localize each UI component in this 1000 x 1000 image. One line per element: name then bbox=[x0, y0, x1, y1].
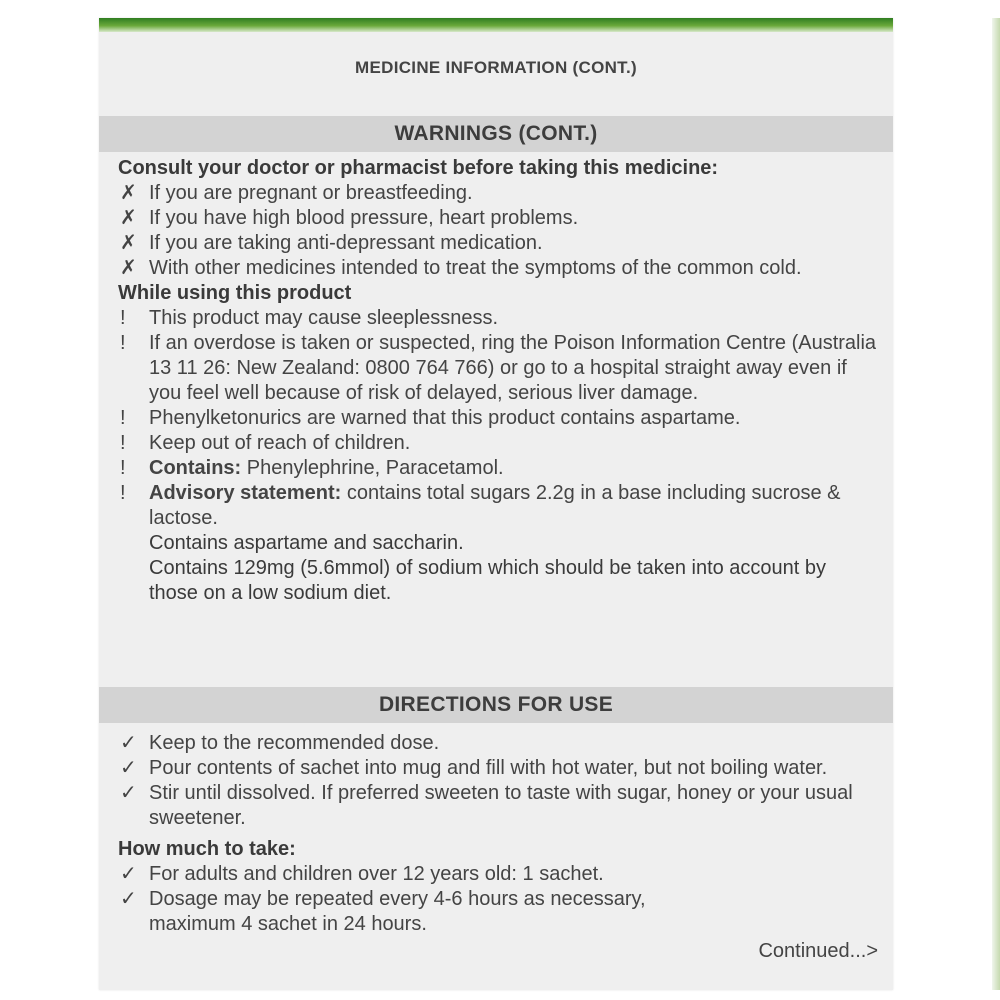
exclamation-icon: ! bbox=[120, 407, 126, 429]
dose-item: ✓ For adults and children over 12 years old: 1 sachet. bbox=[120, 863, 604, 885]
warning-item bbox=[118, 481, 878, 531]
check-icon: ✓ bbox=[120, 757, 137, 779]
consult-item: ✗ With other medicines intended to treat the symptoms of the common cold. bbox=[120, 257, 802, 279]
warning-item: ! This product may cause sleeplessness. bbox=[120, 307, 499, 329]
cross-icon: ✗ bbox=[120, 257, 137, 279]
check-icon: ✓ bbox=[120, 732, 137, 754]
warnings-section bbox=[118, 156, 878, 606]
warning-item: ! Phenylketonurics are warned that this product contains aspartame. bbox=[120, 407, 741, 429]
direction-item: ✓ Pour contents of sachet into mug and fill with hot water, but not boiling water. bbox=[120, 757, 828, 779]
aspartame-note: Contains aspartame and saccharin. bbox=[149, 532, 464, 554]
consult-item: ✗ If you are pregnant or breastfeeding. bbox=[120, 182, 473, 204]
exclamation-icon: ! bbox=[120, 332, 126, 354]
continued-label: Continued...> bbox=[758, 940, 878, 962]
advisory-label: Advisory statement: bbox=[149, 482, 342, 504]
cross-icon: ✗ bbox=[120, 182, 137, 204]
right-package-edge bbox=[992, 18, 1000, 990]
warnings-header: WARNINGS (CONT.) bbox=[99, 116, 893, 152]
directions-section bbox=[118, 731, 878, 937]
exclamation-icon: ! bbox=[120, 307, 126, 329]
direction-item: ✓ Keep to the recommended dose. bbox=[120, 732, 440, 754]
contains-label: Contains: bbox=[149, 457, 242, 479]
warning-item: ! Keep out of reach of children. bbox=[120, 432, 411, 454]
exclamation-icon: ! bbox=[120, 482, 126, 504]
warning-item: ! If an overdose is taken or suspected, ring the Poison Information Centre (Australia 13 11 26: New Zealand: 0800 764 766) or go to a hospital straight away even if you feel well because of risk of delayed, serious liver damage. bbox=[120, 332, 877, 404]
exclamation-icon: ! bbox=[120, 432, 126, 454]
check-icon: ✓ bbox=[120, 782, 137, 804]
exclamation-icon: ! bbox=[120, 457, 126, 479]
consult-item: ✗ If you have high blood pressure, heart problems. bbox=[120, 207, 579, 229]
page-title: MEDICINE INFORMATION (CONT.) bbox=[355, 58, 637, 77]
contains-value: Phenylephrine, Paracetamol. bbox=[241, 457, 504, 479]
advisory-value: contains total sugars 2.2g in a base including sucrose & lactose. bbox=[149, 482, 841, 529]
sodium-note: Contains 129mg (5.6mmol) of sodium which should be taken into account by those on a low sodium diet. bbox=[149, 557, 827, 604]
how-much-heading: How much to take: bbox=[118, 838, 296, 860]
using-heading: While using this product bbox=[118, 282, 352, 304]
check-icon: ✓ bbox=[120, 863, 137, 885]
dose-item: ✓ Dosage may be repeated every 4-6 hours as necessary, maximum 4 sachet in 24 hours. bbox=[120, 888, 646, 935]
check-icon: ✓ bbox=[120, 888, 137, 910]
warning-item bbox=[118, 456, 878, 481]
directions-header: DIRECTIONS FOR USE bbox=[99, 687, 893, 723]
cross-icon: ✗ bbox=[120, 232, 137, 254]
green-package-edge bbox=[99, 18, 893, 32]
consult-heading: Consult your doctor or pharmacist before taking this medicine: bbox=[118, 157, 719, 179]
direction-item: ✓ Stir until dissolved. If preferred sweeten to taste with sugar, honey or your usual sweetener. bbox=[120, 782, 853, 829]
consult-item: ✗ If you are taking anti-depressant medication. bbox=[120, 232, 543, 254]
cross-icon: ✗ bbox=[120, 207, 137, 229]
